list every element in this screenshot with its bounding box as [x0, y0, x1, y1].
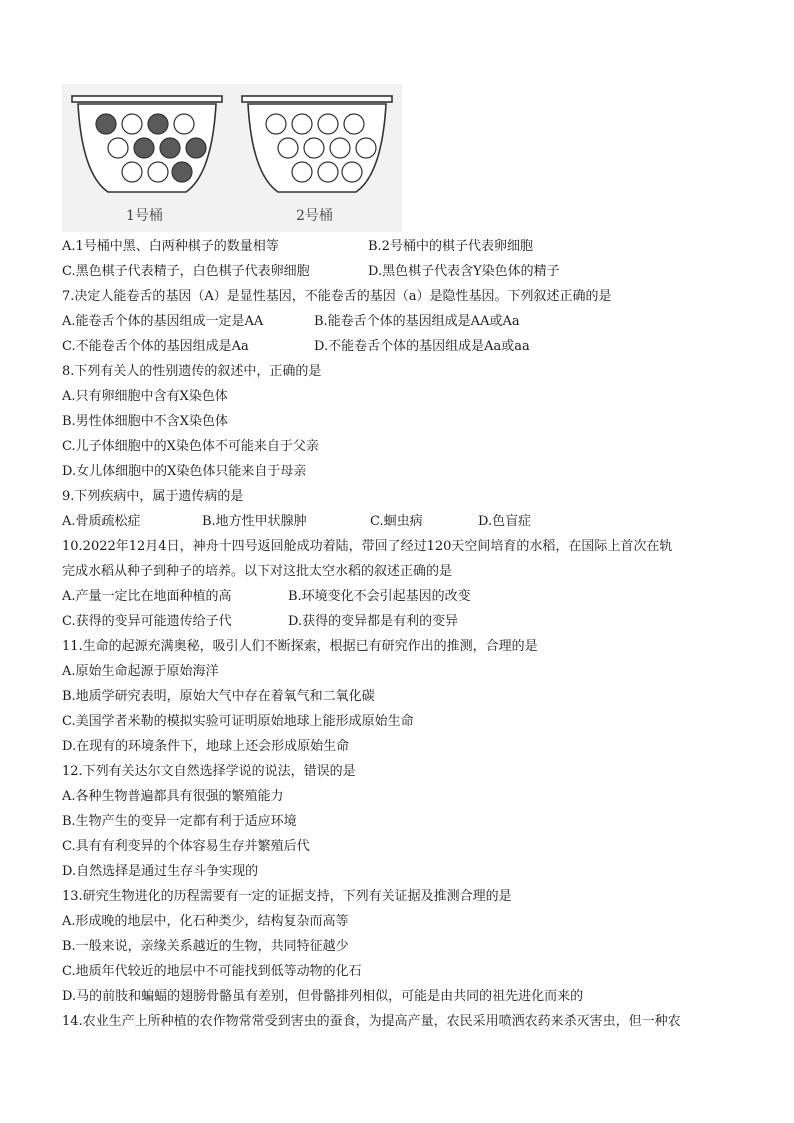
q13-option-d: D.马的前肢和蝙蝠的翅膀骨骼虽有差别，但骨骼排列相似，可能是由共同的祖先进化而来的	[62, 989, 584, 1004]
q6-option-c: C.黑色棋子代表精子，白色棋子代表卵细胞	[62, 264, 310, 279]
white-piece	[292, 114, 312, 134]
bucket-1-label: 1号桶	[126, 208, 163, 224]
white-piece	[278, 138, 298, 158]
q6-option-d: D.黑色棋子代表含Y染色体的精子	[368, 264, 560, 279]
white-piece	[342, 162, 362, 182]
white-piece	[266, 114, 286, 134]
q11-option-b: B.地质学研究表明，原始大气中存在着氧气和二氧化碳	[62, 689, 375, 704]
white-piece	[122, 114, 142, 134]
q8-option-b: B.男性体细胞中不含X染色体	[62, 414, 228, 429]
q10-option-d: D.获得的变异都是有利的变异	[288, 614, 459, 629]
black-piece	[186, 138, 206, 158]
bucket-2-label: 2号桶	[296, 208, 333, 224]
q12-option-a: A.各种生物普遍都具有很强的繁殖能力	[62, 789, 284, 804]
q7-options-ab	[62, 309, 742, 334]
black-piece	[148, 114, 168, 134]
white-piece	[122, 162, 142, 182]
q6-options-ab	[62, 234, 742, 259]
white-piece	[356, 138, 376, 158]
white-piece	[344, 114, 364, 134]
q12-option-c: C.具有有利变异的个体容易生存并繁殖后代	[62, 839, 310, 854]
q10-stem-line2: 完成水稻从种子到种子的培养。以下对这批太空水稻的叙述正确的是	[62, 564, 453, 579]
q13-option-c: C.地质年代较近的地层中不可能找到低等动物的化石	[62, 964, 362, 979]
q10-option-a: A.产量一定比在地面种植的高	[62, 589, 232, 604]
q7-option-a: A.能卷舌个体的基因组成一定是AA	[62, 314, 264, 329]
q9-option-c: C.蛔虫病	[370, 514, 423, 529]
q10-stem-line1: 10.2022年12月4日，神舟十四号返回舱成功着陆，带回了经过120天空间培育的水稻，在国际上首次在轨	[62, 539, 673, 554]
black-piece	[96, 114, 116, 134]
q7-options-cd	[62, 334, 742, 359]
q6-option-a: A.1号桶中黑、白两种棋子的数量相等	[62, 239, 279, 254]
q9-option-a: A.骨质疏松症	[62, 514, 141, 529]
q9-stem: 9.下列疾病中，属于遗传病的是	[62, 489, 244, 504]
q9-option-d: D.色盲症	[478, 514, 532, 529]
white-piece	[318, 114, 338, 134]
white-piece	[174, 114, 194, 134]
q9-option-b: B.地方性甲状腺肿	[202, 514, 307, 529]
q6-option-b: B.2号桶中的棋子代表卵细胞	[368, 239, 533, 254]
q12-option-b: B.生物产生的变异一定都有利于适应环境	[62, 814, 297, 829]
q10-option-b: B.环境变化不会引起基因的改变	[288, 589, 471, 604]
q8-option-d: D.女儿体细胞中的X染色体只能来自于母亲	[62, 464, 307, 479]
q14-stem: 14.农业生产上所种植的农作物常常受到害虫的蚕食，为提高产量，农民采用喷洒农药来杀灭害虫，但一种农	[62, 1014, 681, 1029]
q10-options-ab	[62, 584, 742, 609]
question-list	[62, 234, 742, 1034]
q10-options-cd	[62, 609, 742, 634]
q11-stem: 11.生命的起源充满奥秘，吸引人们不断探索，根据已有研究作出的推测，合理的是	[62, 639, 538, 654]
bucket-figure	[62, 84, 402, 232]
q8-stem: 8.下列有关人的性别遗传的叙述中，正确的是	[62, 364, 322, 379]
q13-option-a: A.形成晚的地层中，化石种类少，结构复杂而高等	[62, 914, 349, 929]
q7-option-c: C.不能卷舌个体的基因组成是Aa	[62, 339, 249, 354]
q11-option-a: A.原始生命起源于原始海洋	[62, 664, 219, 679]
white-piece	[108, 138, 128, 158]
q13-option-b: B.一般来说，亲缘关系越近的生物，共同特征越少	[62, 939, 349, 954]
black-piece	[172, 162, 192, 182]
q12-option-d: D.自然选择是通过生存斗争实现的	[62, 864, 259, 879]
q8-option-a: A.只有卵细胞中含有X染色体	[62, 389, 228, 404]
q9-options	[62, 509, 742, 534]
white-piece	[330, 138, 350, 158]
white-piece	[318, 162, 338, 182]
q13-stem: 13.研究生物进化的历程需要有一定的证据支持，下列有关证据及推测合理的是	[62, 889, 512, 904]
q10-option-c: C.获得的变异可能遗传给子代	[62, 614, 232, 629]
white-piece	[148, 162, 168, 182]
q7-stem: 7.决定人能卷舌的基因（A）是显性基因，不能卷舌的基因（a）是隐性基因。下列叙述正确的是	[62, 289, 612, 304]
q12-stem: 12.下列有关达尔文自然选择学说的说法，错误的是	[62, 764, 356, 779]
q6-options-cd	[62, 259, 742, 284]
q11-option-d: D.在现有的环境条件下，地球上还会形成原始生命	[62, 739, 350, 754]
q11-option-c: C.美国学者米勒的模拟实验可证明原始地球上能形成原始生命	[62, 714, 414, 729]
black-piece	[160, 138, 180, 158]
q7-option-d: D.不能卷舌个体的基因组成是Aa或aa	[314, 339, 530, 354]
black-piece	[134, 138, 154, 158]
white-piece	[304, 138, 324, 158]
q7-option-b: B.能卷舌个体的基因组成是AA或Aa	[314, 314, 520, 329]
white-piece	[292, 162, 312, 182]
q8-option-c: C.儿子体细胞中的X染色体不可能来自于父亲	[62, 439, 319, 454]
